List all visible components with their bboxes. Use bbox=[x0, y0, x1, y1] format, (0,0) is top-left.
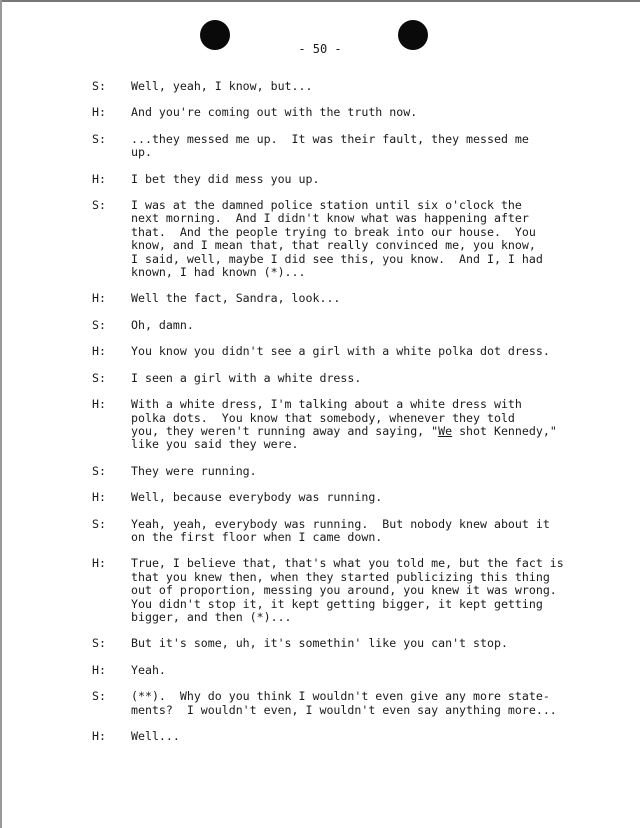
speaker-label: S: bbox=[92, 131, 106, 146]
speech-text bbox=[131, 319, 612, 332]
transcript-exchange bbox=[92, 690, 612, 717]
speech-text bbox=[131, 557, 612, 624]
speaker-label: S: bbox=[92, 370, 106, 385]
speech-line: Well... bbox=[131, 729, 180, 743]
speech-line: Well, because everybody was running. bbox=[131, 490, 383, 505]
speech-line: Yeah, yeah, everybody was running. But nobody knew about it bbox=[131, 516, 550, 531]
speaker-label: S: bbox=[92, 317, 106, 332]
speaker-label: H: bbox=[92, 105, 106, 120]
transcript-exchange bbox=[92, 133, 612, 160]
transcript-exchange bbox=[92, 557, 612, 624]
speech-text bbox=[131, 199, 612, 279]
speaker-label: H: bbox=[92, 490, 106, 505]
speech-line: next morning. And I didn't know what was happening after bbox=[131, 211, 529, 226]
speech-line: Yeah. bbox=[131, 662, 166, 677]
speech-line: that you knew then, when they started publicizing this thing bbox=[131, 569, 550, 584]
speech-line: And you're coming out with the truth now. bbox=[131, 105, 418, 120]
speech-text bbox=[131, 345, 612, 358]
transcript-exchange bbox=[92, 319, 612, 332]
speech-line: that. And the people trying to break into our house. You bbox=[131, 224, 536, 239]
speech-line: You know you didn't see a girl with a white polka dot dress. bbox=[131, 344, 550, 359]
speaker-label: S: bbox=[92, 689, 106, 704]
top-page-edge bbox=[0, 0, 640, 2]
transcript-exchange bbox=[92, 491, 612, 504]
speaker-label: H: bbox=[92, 662, 106, 677]
transcript-exchange bbox=[92, 730, 612, 743]
speech-line: (**). Why do you think I wouldn't even give any more state- bbox=[131, 689, 550, 704]
speech-line: I was at the damned police station until six o'clock the bbox=[131, 198, 522, 213]
speaker-label: H: bbox=[92, 397, 106, 412]
speech-text bbox=[131, 372, 612, 385]
speech-line: They were running. bbox=[131, 463, 257, 478]
speaker-label: S: bbox=[92, 636, 106, 651]
speech-text bbox=[131, 491, 612, 504]
speaker-label: H: bbox=[92, 171, 106, 186]
speech-line: you, they weren't running away and saying, "We shot Kennedy," bbox=[131, 423, 557, 438]
speech-line: Oh, damn. bbox=[131, 317, 194, 332]
speaker-label: S: bbox=[92, 198, 106, 213]
transcript-exchange bbox=[92, 637, 612, 650]
speech-text bbox=[131, 133, 612, 160]
transcript-exchange bbox=[92, 518, 612, 545]
left-page-edge bbox=[0, 0, 2, 828]
transcript-exchange bbox=[92, 345, 612, 358]
speech-text bbox=[131, 398, 612, 452]
speech-text bbox=[131, 80, 612, 93]
speech-text bbox=[131, 518, 612, 545]
speech-line: polka dots. You know that somebody, whenever they told bbox=[131, 410, 515, 425]
speech-line: Well, yeah, I know, but... bbox=[131, 79, 313, 93]
speaker-label: H: bbox=[92, 556, 106, 571]
speech-text bbox=[131, 664, 612, 677]
speech-text bbox=[131, 173, 612, 186]
transcript-exchange bbox=[92, 80, 612, 93]
transcript-exchange bbox=[92, 199, 612, 279]
speech-text bbox=[131, 730, 612, 743]
transcript bbox=[92, 80, 612, 756]
transcript-exchange bbox=[92, 465, 612, 478]
speech-text bbox=[131, 292, 612, 305]
transcript-exchange bbox=[92, 106, 612, 119]
speech-line: out of proportion, messing you around, you knew it was wrong. bbox=[131, 583, 557, 598]
speech-line: True, I believe that, that's what you told me, but the fact is bbox=[131, 556, 564, 571]
page-number: - 50 - bbox=[298, 42, 342, 56]
speaker-label: S: bbox=[92, 516, 106, 531]
transcript-exchange bbox=[92, 664, 612, 677]
speech-line: I bet they did mess you up. bbox=[131, 171, 320, 186]
speech-line: like you said they were. bbox=[131, 437, 299, 452]
speech-line: on the first floor when I came down. bbox=[131, 529, 383, 544]
speech-line: I said, well, maybe I did see this, you know. And I, I had bbox=[131, 251, 543, 266]
speech-text bbox=[131, 690, 612, 717]
speech-line: know, and I mean that, that really convinced me, you know, bbox=[131, 238, 536, 253]
speech-line: up. bbox=[131, 145, 152, 160]
transcript-exchange bbox=[92, 372, 612, 385]
speech-line: I seen a girl with a white dress. bbox=[131, 370, 362, 385]
speaker-label: H: bbox=[92, 344, 106, 359]
speech-line: known, I had known (*)... bbox=[131, 265, 306, 280]
transcript-exchange bbox=[92, 398, 612, 452]
speech-line: With a white dress, I'm talking about a white dress with bbox=[131, 397, 522, 412]
speaker-label: H: bbox=[92, 729, 106, 743]
speaker-label: S: bbox=[92, 79, 106, 93]
speech-line: ...they messed me up. It was their fault, they messed me bbox=[131, 131, 529, 146]
speaker-label: H: bbox=[92, 291, 106, 306]
speech-line: But it's some, uh, it's somethin' like you can't stop. bbox=[131, 636, 508, 651]
transcript-exchange bbox=[92, 292, 612, 305]
speech-line: bigger, and then (*)... bbox=[131, 609, 292, 624]
speech-line: You didn't stop it, it kept getting bigger, it kept getting bbox=[131, 596, 543, 611]
speech-text bbox=[131, 637, 612, 650]
speech-text bbox=[131, 106, 612, 119]
speech-text bbox=[131, 465, 612, 478]
speech-line: ments? I wouldn't even, I wouldn't even say anything more... bbox=[131, 702, 557, 717]
speaker-label: S: bbox=[92, 463, 106, 478]
transcript-exchange bbox=[92, 173, 612, 186]
speech-line: Well the fact, Sandra, look... bbox=[131, 291, 341, 306]
